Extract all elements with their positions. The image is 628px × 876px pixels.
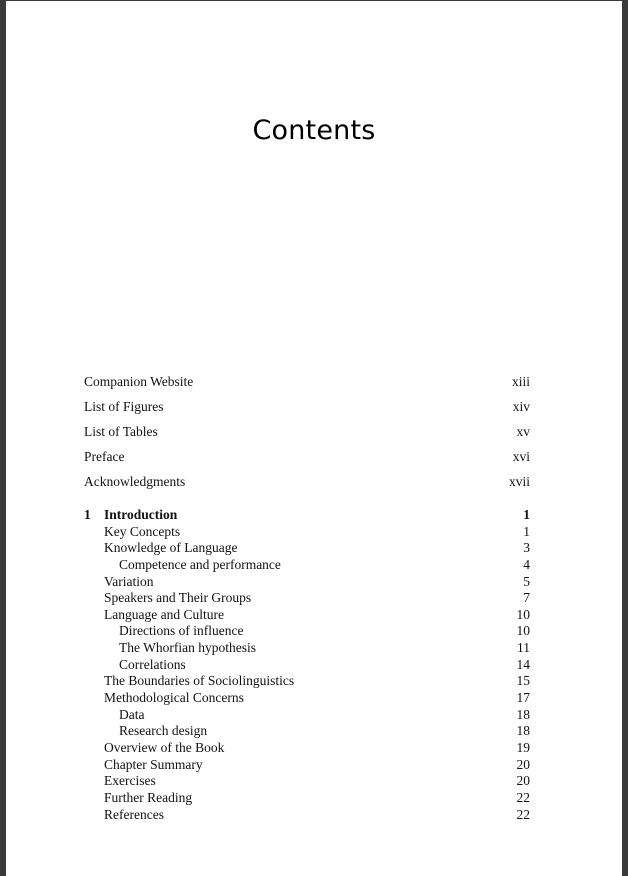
toc-entry-label: Key Concepts	[104, 523, 181, 539]
toc-entry-label: Knowledge of Language	[104, 540, 238, 556]
toc-entry-label: The Whorfian hypothesis	[119, 640, 256, 656]
toc-subsection[interactable]	[84, 557, 530, 574]
toc-entry-page: 22	[516, 806, 530, 822]
front-matter-list	[84, 372, 530, 497]
toc-entry-page: 20	[516, 773, 530, 789]
toc-entry-companion-website[interactable]	[84, 372, 530, 397]
toc-entry-label: Exercises	[104, 773, 156, 789]
viewer-right-edge	[622, 0, 628, 876]
toc-entry-label: Directions of influence	[119, 623, 244, 639]
toc-entry-page: 7	[523, 590, 530, 606]
toc-entry-page: xiii	[511, 374, 530, 389]
toc-section[interactable]	[84, 807, 530, 824]
toc-entry-page: 20	[516, 756, 530, 772]
toc-entry-label: Variation	[104, 573, 154, 589]
toc-subsection[interactable]	[84, 657, 530, 674]
toc-entry-label: Acknowledgments	[84, 474, 186, 489]
toc-entry-label: Speakers and Their Groups	[104, 590, 252, 606]
toc-entry-page: 19	[516, 739, 530, 755]
toc-section[interactable]	[84, 524, 530, 541]
toc-entry-label: References	[104, 806, 164, 822]
toc-entry-label: Competence and performance	[119, 556, 281, 572]
toc-section[interactable]	[84, 773, 530, 790]
toc-entry-page: xiv	[512, 399, 530, 414]
toc-entry-label: List of Figures	[84, 399, 164, 414]
toc-entry-page: 17	[516, 690, 530, 706]
toc-section[interactable]	[84, 790, 530, 807]
toc-subsection[interactable]	[84, 623, 530, 640]
toc-entry-page: xvi	[512, 449, 530, 464]
toc-entry-list-of-figures[interactable]	[84, 397, 530, 422]
toc-entry-acknowledgments[interactable]	[84, 472, 530, 497]
toc-section[interactable]	[84, 757, 530, 774]
toc-entry-page: 11	[517, 640, 530, 656]
toc-entry-page: 5	[523, 573, 530, 589]
chapter-1-toc	[84, 507, 530, 823]
toc-entry-page: 10	[516, 623, 530, 639]
toc-section[interactable]	[84, 740, 530, 757]
toc-entry-page: 18	[516, 723, 530, 739]
toc-section[interactable]	[84, 540, 530, 557]
toc-entry-label: Overview of the Book	[104, 739, 225, 755]
chapter-number: 1	[84, 507, 91, 522]
toc-entry-page: 1	[523, 507, 530, 522]
toc-entry-page: 4	[523, 556, 530, 572]
toc-entry-label: Data	[119, 706, 145, 722]
toc-entry-page: 3	[523, 540, 530, 556]
toc-entry-page: 1	[523, 523, 530, 539]
toc-entry-label: Methodological Concerns	[104, 690, 244, 706]
document-page	[6, 1, 622, 876]
toc-entry-page: xv	[516, 424, 530, 439]
toc-entry-label: Research design	[119, 723, 208, 739]
toc-entry-label: Preface	[84, 449, 125, 464]
toc-subsection[interactable]	[84, 707, 530, 724]
toc-section[interactable]	[84, 673, 530, 690]
toc-chapter-heading[interactable]	[84, 507, 530, 524]
toc-entry-label: Companion Website	[84, 374, 194, 389]
toc-entry-page: 22	[516, 789, 530, 805]
toc-entry-page: xvii	[508, 474, 530, 489]
toc-entry-page: 15	[516, 673, 530, 689]
toc-entry-page: 18	[516, 706, 530, 722]
toc-entry-label: Further Reading	[104, 789, 193, 805]
toc-section[interactable]	[84, 574, 530, 591]
toc-entry-label: Language and Culture	[104, 606, 224, 622]
toc-entry-label: List of Tables	[84, 424, 158, 439]
page-title: Contents	[252, 115, 376, 146]
toc-entry-label: The Boundaries of Sociolinguistics	[104, 673, 295, 689]
toc-section[interactable]	[84, 690, 530, 707]
toc-entry-page: 14	[516, 656, 530, 672]
toc-entry-list-of-tables[interactable]	[84, 422, 530, 447]
toc-entry-label: Chapter Summary	[104, 756, 203, 772]
toc-section[interactable]	[84, 590, 530, 607]
toc-entry-page: 10	[516, 606, 530, 622]
toc-subsection[interactable]	[84, 640, 530, 657]
toc-entry-label: Correlations	[119, 656, 186, 672]
toc-entry-preface[interactable]	[84, 447, 530, 472]
toc-subsection[interactable]	[84, 723, 530, 740]
toc-section[interactable]	[84, 607, 530, 624]
chapter-title: Introduction	[104, 507, 178, 522]
